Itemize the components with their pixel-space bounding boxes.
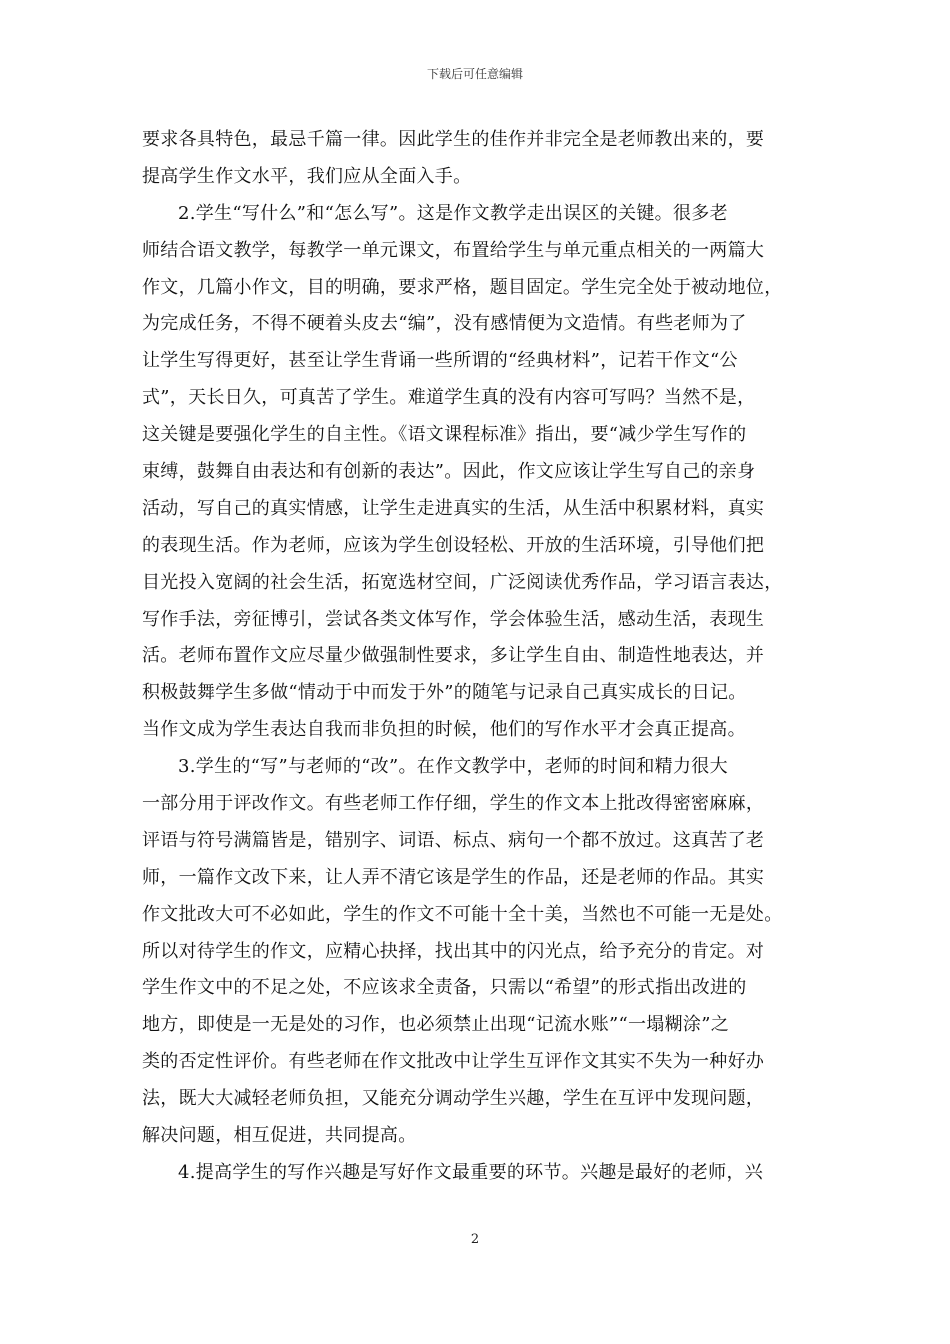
text-line: 一部分用于评改作文。有些老师工作仔细，学生的作文本上批改得密密麻麻， [142, 793, 765, 815]
text-line: 提高学生作文水平，我们应从全面入手。 [142, 165, 472, 187]
text-line: 束缚，鼓舞自由表达和有创新的表达”。因此，作文应该让学生写自己的亲身 [142, 461, 756, 483]
text-line: 当作文成为学生表达自我而非负担的时候，他们的写作水平才会真正提高。 [142, 719, 746, 741]
text-line: 3.学生的“写”与老师的“改”。在作文教学中，老师的时间和精力很大 [178, 756, 728, 778]
text-line: 师结合语文教学，每教学一单元课文，布置给学生与单元重点相关的一两篇大 [142, 239, 765, 261]
text-line: 积极鼓舞学生多做“情动于中而发于外”的随笔与记录自己真实成长的日记。 [142, 682, 747, 704]
text-line: 的表现生活。作为老师，应该为学生创设轻松、开放的生活环境，引导他们把 [142, 534, 765, 556]
text-line: 类的否定性评价。有些老师在作文批改中让学生互评作文其实不失为一种好办 [142, 1051, 765, 1073]
text-line: 所以对待学生的作文，应精心抉择，找出其中的闪光点，给予充分的肯定。对 [142, 940, 765, 962]
page-number: 2 [470, 1232, 480, 1247]
text-line: 让学生写得更好，甚至让学生背诵一些所谓的“经典材料”，记若干作文“公 [142, 350, 738, 372]
text-line: 师，一篇作文改下来，让人弄不清它该是学生的作品，还是老师的作品。其实 [142, 866, 765, 888]
text-line: 要求各具特色，最忌千篇一律。因此学生的佳作并非完全是老师教出来的，要 [142, 129, 765, 150]
page-header: 下载后可任意编辑 [426, 67, 523, 81]
text-line: 活。老师布置作文应尽量少做强制性要求，多让学生自由、制造性地表达，并 [142, 645, 765, 667]
text-line: 写作手法，旁征博引，尝试各类文体写作，学会体验生活，感动生活，表现生 [142, 608, 765, 630]
text-line: 为完成任务，不得不硬着头皮去“编”，没有感情便为文造情。有些老师为了 [142, 313, 747, 335]
text-line: 式”，天长日久，可真苦了学生。难道学生真的没有内容可写吗？当然不是， [142, 387, 756, 409]
document-body [142, 122, 807, 1192]
text-line: 评语与符号满篇皆是，错别字、词语、标点、病句一个都不放过。这真苦了老 [142, 829, 765, 851]
text-line: 4.提高学生的写作兴趣是写好作文最重要的环节。兴趣是最好的老师，兴 [178, 1161, 764, 1183]
text-line: 这关键是要强化学生的自主性。《语文课程标准》指出，要“减少学生写作的 [142, 424, 747, 446]
text-line: 活动，写自己的真实情感，让学生走进真实的生活，从生活中积累材料，真实 [142, 497, 765, 519]
text-line: 学生作文中的不足之处，不应该求全责备，只需以“希望”的形式指出改进的 [142, 977, 747, 999]
text-line: 解决问题，相互促进，共同提高。 [142, 1125, 417, 1147]
text-line: 目光投入宽阔的社会生活，拓宽选材空间，广泛阅读优秀作品，学习语言表达， [142, 571, 783, 593]
text-line: 法，既大大减轻老师负担，又能充分调动学生兴趣，学生在互评中发现问题， [142, 1088, 765, 1110]
text-line: 作文批改大可不必如此，学生的作文不可能十全十美，当然也不可能一无是处。 [142, 903, 783, 925]
text-line: 地方，即使是一无是处的习作，也必须禁止出现“记流水账”“一塌糊涂”之 [142, 1014, 730, 1036]
text-line: 2.学生“写什么”和“怎么写”。这是作文教学走出误区的关键。很多老 [178, 202, 728, 224]
text-line: 作文，几篇小作文，目的明确，要求严格，题目固定。学生完全处于被动地位， [142, 276, 783, 298]
